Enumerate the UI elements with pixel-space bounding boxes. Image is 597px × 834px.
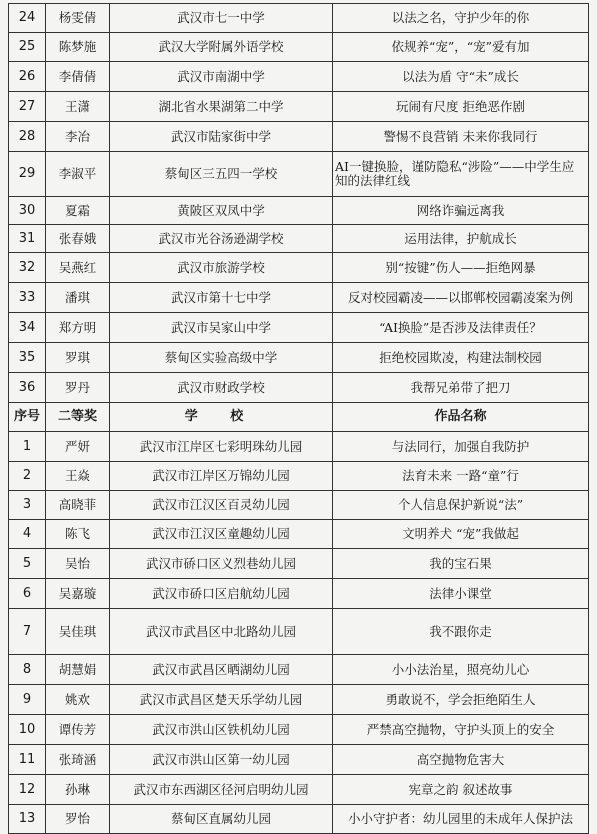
row-name: 罗怡 <box>46 805 110 834</box>
row-title <box>333 685 589 715</box>
row-name: 罗琪 <box>46 343 110 373</box>
row-number: 35 <box>9 343 46 373</box>
row-number: 1 <box>9 432 46 462</box>
row-title <box>333 520 589 549</box>
second-group-rows <box>9 432 589 834</box>
row-name: 李淑平 <box>46 152 110 197</box>
table-row <box>9 92 589 122</box>
row-title-text: 玩闹有尺度 拒绝恶作剧 <box>396 98 525 114</box>
row-name: 吴燕红 <box>46 253 110 283</box>
row-number: 25 <box>9 33 46 62</box>
table-row <box>9 33 589 62</box>
row-title <box>333 805 589 834</box>
row-school: 武汉市洪山区第一幼儿园 <box>110 745 333 775</box>
row-name: 李冶 <box>46 122 110 152</box>
second-prize-header-block <box>9 403 589 432</box>
row-name: 吴嘉璇 <box>46 579 110 609</box>
row-title-text: 依规养“宠”，“宠”爱有加 <box>391 39 530 54</box>
row-number: 24 <box>9 4 46 33</box>
table-row <box>9 579 589 609</box>
table-row <box>9 775 589 805</box>
header-award: 二等奖 <box>46 403 110 432</box>
row-title-text: 拒绝校园欺凌，构建法制校园 <box>379 349 542 365</box>
row-name: 潘琪 <box>46 283 110 313</box>
row-title <box>333 775 589 805</box>
row-title-text: 以法之名，守护少年的你 <box>391 10 530 25</box>
row-number: 2 <box>9 462 46 491</box>
header-school: 学 校 <box>110 403 333 432</box>
row-number: 36 <box>9 373 46 403</box>
table-row <box>9 685 589 715</box>
row-school: 蔡甸区三五四一学校 <box>110 152 333 197</box>
row-title-text: 网络诈骗远离我 <box>416 202 505 218</box>
row-title-text: 小小法治星，照亮幼儿心 <box>391 661 530 677</box>
row-school: 武汉市江汉区童趣幼儿园 <box>110 520 333 549</box>
table-header-row <box>9 403 589 432</box>
row-name: 孙琳 <box>46 775 110 805</box>
row-title <box>333 343 589 373</box>
row-title-text: 以法为盾 守“未”成长 <box>402 68 519 84</box>
first-group-rows <box>9 4 589 403</box>
table-row <box>9 549 589 579</box>
row-title <box>333 549 589 579</box>
row-school: 武汉市江岸区万锦幼儿园 <box>110 462 333 491</box>
row-title-text: 宪章之韵 叙述故事 <box>408 781 513 797</box>
row-school: 武汉市硚口区义烈巷幼儿园 <box>110 549 333 579</box>
row-title <box>333 62 589 92</box>
row-title <box>333 253 589 283</box>
row-title <box>333 609 589 655</box>
table-row <box>9 462 589 491</box>
row-title <box>333 715 589 745</box>
row-school: 武汉大学附属外语学校 <box>110 33 333 62</box>
row-number: 33 <box>9 283 46 313</box>
row-school: 武汉市旅游学校 <box>110 253 333 283</box>
header-title: 作品名称 <box>333 403 589 432</box>
table-row <box>9 225 589 253</box>
row-school: 武汉市江岸区七彩明珠幼儿园 <box>110 432 333 462</box>
row-number: 4 <box>9 520 46 549</box>
row-school: 武汉市硚口区启航幼儿园 <box>110 579 333 609</box>
row-title-text: “AI换脸”是否涉及法律责任？ <box>379 319 542 335</box>
table-row <box>9 152 589 197</box>
row-school: 武汉市财政学校 <box>110 373 333 403</box>
row-number: 32 <box>9 253 46 283</box>
row-title <box>333 92 589 122</box>
row-name: 郑方明 <box>46 313 110 343</box>
row-school: 蔡甸区实验高级中学 <box>110 343 333 373</box>
row-title-text: 文明养犬 “宠”我做起 <box>402 526 519 541</box>
table-row <box>9 373 589 403</box>
row-school: 武汉市武昌区晒湖幼儿园 <box>110 655 333 685</box>
row-name: 胡慧娟 <box>46 655 110 685</box>
row-title <box>333 225 589 253</box>
table-row <box>9 491 589 520</box>
row-title-text: 与法同行，加强自我防护 <box>391 438 530 454</box>
row-title <box>333 33 589 62</box>
row-number: 11 <box>9 745 46 775</box>
row-title <box>333 579 589 609</box>
row-title-text: 我不跟你走 <box>429 623 492 639</box>
row-number: 3 <box>9 491 46 520</box>
row-name: 王潇 <box>46 92 110 122</box>
row-title-text: 法律小课堂 <box>429 585 492 601</box>
row-title-text: AI一键换脸，谨防隐私“涉险”——中学生应知的法律红线 <box>335 159 575 188</box>
table-row <box>9 745 589 775</box>
row-title <box>333 313 589 343</box>
row-school: 武汉市陆家街中学 <box>110 122 333 152</box>
row-name: 陈梦施 <box>46 33 110 62</box>
award-table <box>8 3 589 834</box>
row-number: 8 <box>9 655 46 685</box>
row-number: 10 <box>9 715 46 745</box>
row-school: 武汉市洪山区铁机幼儿园 <box>110 715 333 745</box>
row-title-text: 别“按键”伤人——拒绝网暴 <box>385 259 536 275</box>
row-title <box>333 432 589 462</box>
row-title-text: 法育未来 一路“童”行 <box>402 468 519 483</box>
table-row <box>9 62 589 92</box>
row-title-text: 勇敢说不，学会拒绝陌生人 <box>385 691 536 707</box>
table-row <box>9 805 589 834</box>
row-school: 武汉市东西湖区径河启明幼儿园 <box>110 775 333 805</box>
row-title <box>333 283 589 313</box>
table-row <box>9 655 589 685</box>
table-row <box>9 4 589 33</box>
row-school: 武汉市江汉区百灵幼儿园 <box>110 491 333 520</box>
row-school: 蔡甸区直属幼儿园 <box>110 805 333 834</box>
table-row <box>9 283 589 313</box>
row-title-text: 运用法律，护航成长 <box>404 230 517 246</box>
row-title <box>333 373 589 403</box>
row-name: 陈飞 <box>46 520 110 549</box>
row-number: 12 <box>9 775 46 805</box>
row-name: 杨雯倩 <box>46 4 110 33</box>
row-number: 27 <box>9 92 46 122</box>
row-number: 28 <box>9 122 46 152</box>
row-school: 武汉市武昌区中北路幼儿园 <box>110 609 333 655</box>
row-school: 湖北省水果湖第二中学 <box>110 92 333 122</box>
row-title <box>333 122 589 152</box>
row-title-text: 严禁高空抛物，守护头顶上的安全 <box>366 721 555 737</box>
row-title <box>333 491 589 520</box>
row-name: 张春娥 <box>46 225 110 253</box>
row-title-text: 警惕不良营销 未来你我同行 <box>383 128 538 144</box>
row-name: 吴佳琪 <box>46 609 110 655</box>
row-school: 武汉市七一中学 <box>110 4 333 33</box>
row-title <box>333 745 589 775</box>
row-number: 34 <box>9 313 46 343</box>
row-name: 严妍 <box>46 432 110 462</box>
row-number: 7 <box>9 609 46 655</box>
table-row <box>9 432 589 462</box>
table-row <box>9 253 589 283</box>
row-title-text: 我的宝石果 <box>429 555 492 571</box>
row-name: 李倩倩 <box>46 62 110 92</box>
row-number: 6 <box>9 579 46 609</box>
row-school: 武汉市吴家山中学 <box>110 313 333 343</box>
row-title-text: 我帮兄弟带了把刀 <box>410 379 511 395</box>
row-number: 30 <box>9 197 46 225</box>
row-number: 26 <box>9 62 46 92</box>
row-school: 黄陂区双凤中学 <box>110 197 333 225</box>
row-title <box>333 197 589 225</box>
row-name: 姚欢 <box>46 685 110 715</box>
table-row <box>9 715 589 745</box>
row-title-text: 个人信息保护新说“法” <box>397 497 524 512</box>
row-school: 武汉市南湖中学 <box>110 62 333 92</box>
row-school: 武汉市武昌区楚天乐学幼儿园 <box>110 685 333 715</box>
row-name: 吴怡 <box>46 549 110 579</box>
row-number: 13 <box>9 805 46 834</box>
row-title <box>333 462 589 491</box>
row-name: 王焱 <box>46 462 110 491</box>
row-title <box>333 152 589 197</box>
table-row <box>9 609 589 655</box>
row-number: 29 <box>9 152 46 197</box>
table-row <box>9 197 589 225</box>
award-list-page <box>8 3 588 826</box>
table-row <box>9 520 589 549</box>
row-name: 夏霜 <box>46 197 110 225</box>
row-name: 高晓菲 <box>46 491 110 520</box>
header-no: 序号 <box>9 403 46 432</box>
row-title-text: 反对校园霸凌——以邯郸校园霸凌案为例 <box>347 289 573 305</box>
row-title <box>333 655 589 685</box>
row-name: 罗丹 <box>46 373 110 403</box>
table-row <box>9 122 589 152</box>
row-title-text: 小小守护者：幼儿园里的未成年人保护法 <box>347 811 573 826</box>
row-number: 9 <box>9 685 46 715</box>
row-title-text: 高空抛物危害大 <box>416 751 505 767</box>
row-number: 5 <box>9 549 46 579</box>
row-name: 谭传芳 <box>46 715 110 745</box>
row-school: 武汉市光谷汤逊湖学校 <box>110 225 333 253</box>
row-title <box>333 4 589 33</box>
row-name: 张琦涵 <box>46 745 110 775</box>
row-number: 31 <box>9 225 46 253</box>
table-row <box>9 343 589 373</box>
row-school: 武汉市第十七中学 <box>110 283 333 313</box>
table-row <box>9 313 589 343</box>
